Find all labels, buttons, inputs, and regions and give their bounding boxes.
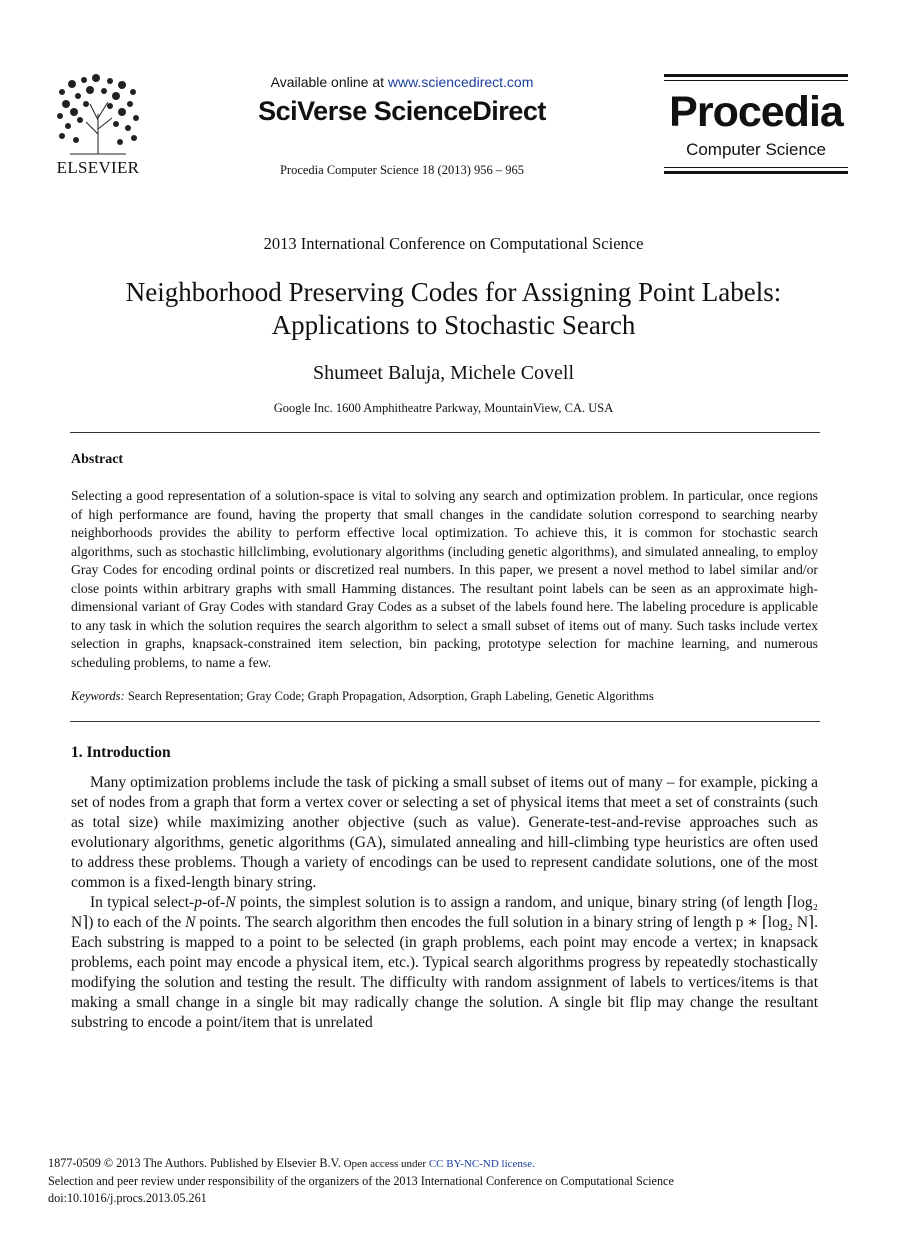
- para2-text: ) to each of the: [88, 914, 186, 931]
- section-heading-introduction: 1. Introduction: [71, 744, 171, 761]
- footer-doi: doi:10.1016/j.procs.2013.05.261: [48, 1191, 207, 1205]
- available-prefix: Available online at: [270, 74, 384, 90]
- elsevier-logo: [50, 74, 146, 178]
- footer: [48, 1155, 868, 1207]
- license-link[interactable]: CC BY-NC-ND license.: [428, 1158, 535, 1170]
- keywords: [71, 689, 818, 704]
- authors: Shumeet Baluja, Michele Covell: [312, 362, 575, 384]
- procedia-top-thin-rule: [664, 80, 848, 81]
- open-access-text: Open access under: [340, 1158, 429, 1170]
- keywords-list: Search Representation; Gray Code; Graph Propagation, Adsorption, Graph Labeling, Genetic Algorithms: [127, 689, 654, 703]
- para2-text: -of-: [201, 894, 226, 911]
- math-p-times-ceil-log: p ∗ ⌈log₂ N⌉: [735, 914, 815, 931]
- copyright-text: 1877-0509 © 2013 The Authors. Published by Elsevier B.V.: [48, 1156, 341, 1170]
- sciverse-logo: SciVerse ScienceDirect: [258, 96, 546, 126]
- math-ceil-log: ⌈log₂ N⌉: [71, 894, 818, 931]
- abstract-heading: Abstract: [71, 452, 124, 467]
- paper-title: [60, 276, 847, 342]
- footer-peer-review: Selection and peer review under responsibility of the organizers of the 2013 International Conference on Computational Science: [48, 1174, 674, 1188]
- elsevier-wordmark: ELSEVIER: [56, 158, 140, 177]
- var-p: p: [194, 894, 202, 911]
- procedia-subtitle: Computer Science: [686, 140, 826, 159]
- procedia-logo: [664, 74, 848, 174]
- var-n: N: [225, 894, 236, 911]
- title-line-1: Neighborhood Preserving Codes for Assigning Point Labels:: [125, 277, 782, 307]
- procedia-top-rule: [664, 74, 848, 77]
- intro-paragraph-1: Many optimization problems include the task of picking a small subset of items out of many – for example, picking a set of nodes from a graph that form a vertex cover or selecting a set of physical items that meet a set of constraints (such as total size) while maximizing another objective (such as value). Generate-test-and-revise approaches such as evolutionary algorithms, genetic algorithms (GA), simulated annealing and hill-climbing type heuristics are often used to address these problems. Though a variety of encodings can be used to represent candidate solutions, one of the most common is a fixed-length binary string.: [71, 774, 818, 891]
- available-online: [200, 74, 604, 90]
- procedia-bottom-rule: [664, 171, 848, 174]
- abstract-body: Selecting a good representation of a solution-space is vital to solving any search and optimization problem. In particular, once regions of high performance are found, having the property that small changes in the candidate solution correspond to searching nearby neighborhoods provides the ability to perform effective local optimization. To achieve this, it is common for stochastic search algorithms, such as stochastic hillclimbing, evolutionary algorithms (including genetic algorithms), and simulated annealing, to employ Gray Codes for encoding ordinal points or discretized real numbers. In this paper, we present a novel method to label similar and/or close points within arbitrary graphs with small Hamming distances. The resultant point labels can be seen as an approximate high-dimensional variant of Gray Codes with standard Gray Codes as a subset of the labels found here. The labeling procedure is applicable to any task in which the solution requires the search algorithm to select a small subset of items out of many. Such tasks include vertex selection in graphs, knapsack-constrained item selection, bin packing, prototype selection for machine learning, and numerous scheduling problems, to name a few.: [71, 488, 818, 670]
- abstract-bottom-divider: [70, 721, 820, 722]
- para2-text: points, the simplest solution is to assign a random, and unique, binary string (of length: [235, 894, 787, 911]
- journal-reference: Procedia Computer Science 18 (2013) 956 – 965: [279, 163, 525, 177]
- title-line-2: Applications to Stochastic Search: [271, 310, 636, 340]
- elsevier-tree-icon: [50, 74, 146, 156]
- footer-copyright: [48, 1155, 868, 1173]
- para2-text: In typical select-: [90, 894, 195, 911]
- conference-name: 2013 International Conference on Computational Science: [263, 234, 644, 253]
- procedia-title: Procedia: [669, 88, 843, 136]
- sciencedirect-link[interactable]: www.sciencedirect.com: [387, 74, 534, 90]
- var-n: N: [185, 914, 196, 931]
- intro-paragraph-2: [71, 893, 818, 1033]
- procedia-bottom-thin-rule: [664, 167, 848, 168]
- abstract-top-divider: [70, 432, 820, 433]
- para2-text: points. The search algorithm then encodes the full solution in a binary string of length: [195, 914, 736, 931]
- affiliation: Google Inc. 1600 Amphitheatre Parkway, MountainView, CA. USA: [273, 401, 614, 415]
- para2-text: . Each substring is mapped to a point to be selected (in graph problems, each point may encode a vertex; in knapsack problems, each point may encode a physical item, etc.). Typical search algorithms progress by repeatedly stochastically modifying the solution and testing the result. The difficulty with random assignment of labels to vertices/items is that making a small change in a single bit may radically change the solution. A single bit flip may change the resultant substring to encode a point/item that is unrelated: [71, 914, 818, 1031]
- keywords-label: Keywords:: [71, 689, 125, 703]
